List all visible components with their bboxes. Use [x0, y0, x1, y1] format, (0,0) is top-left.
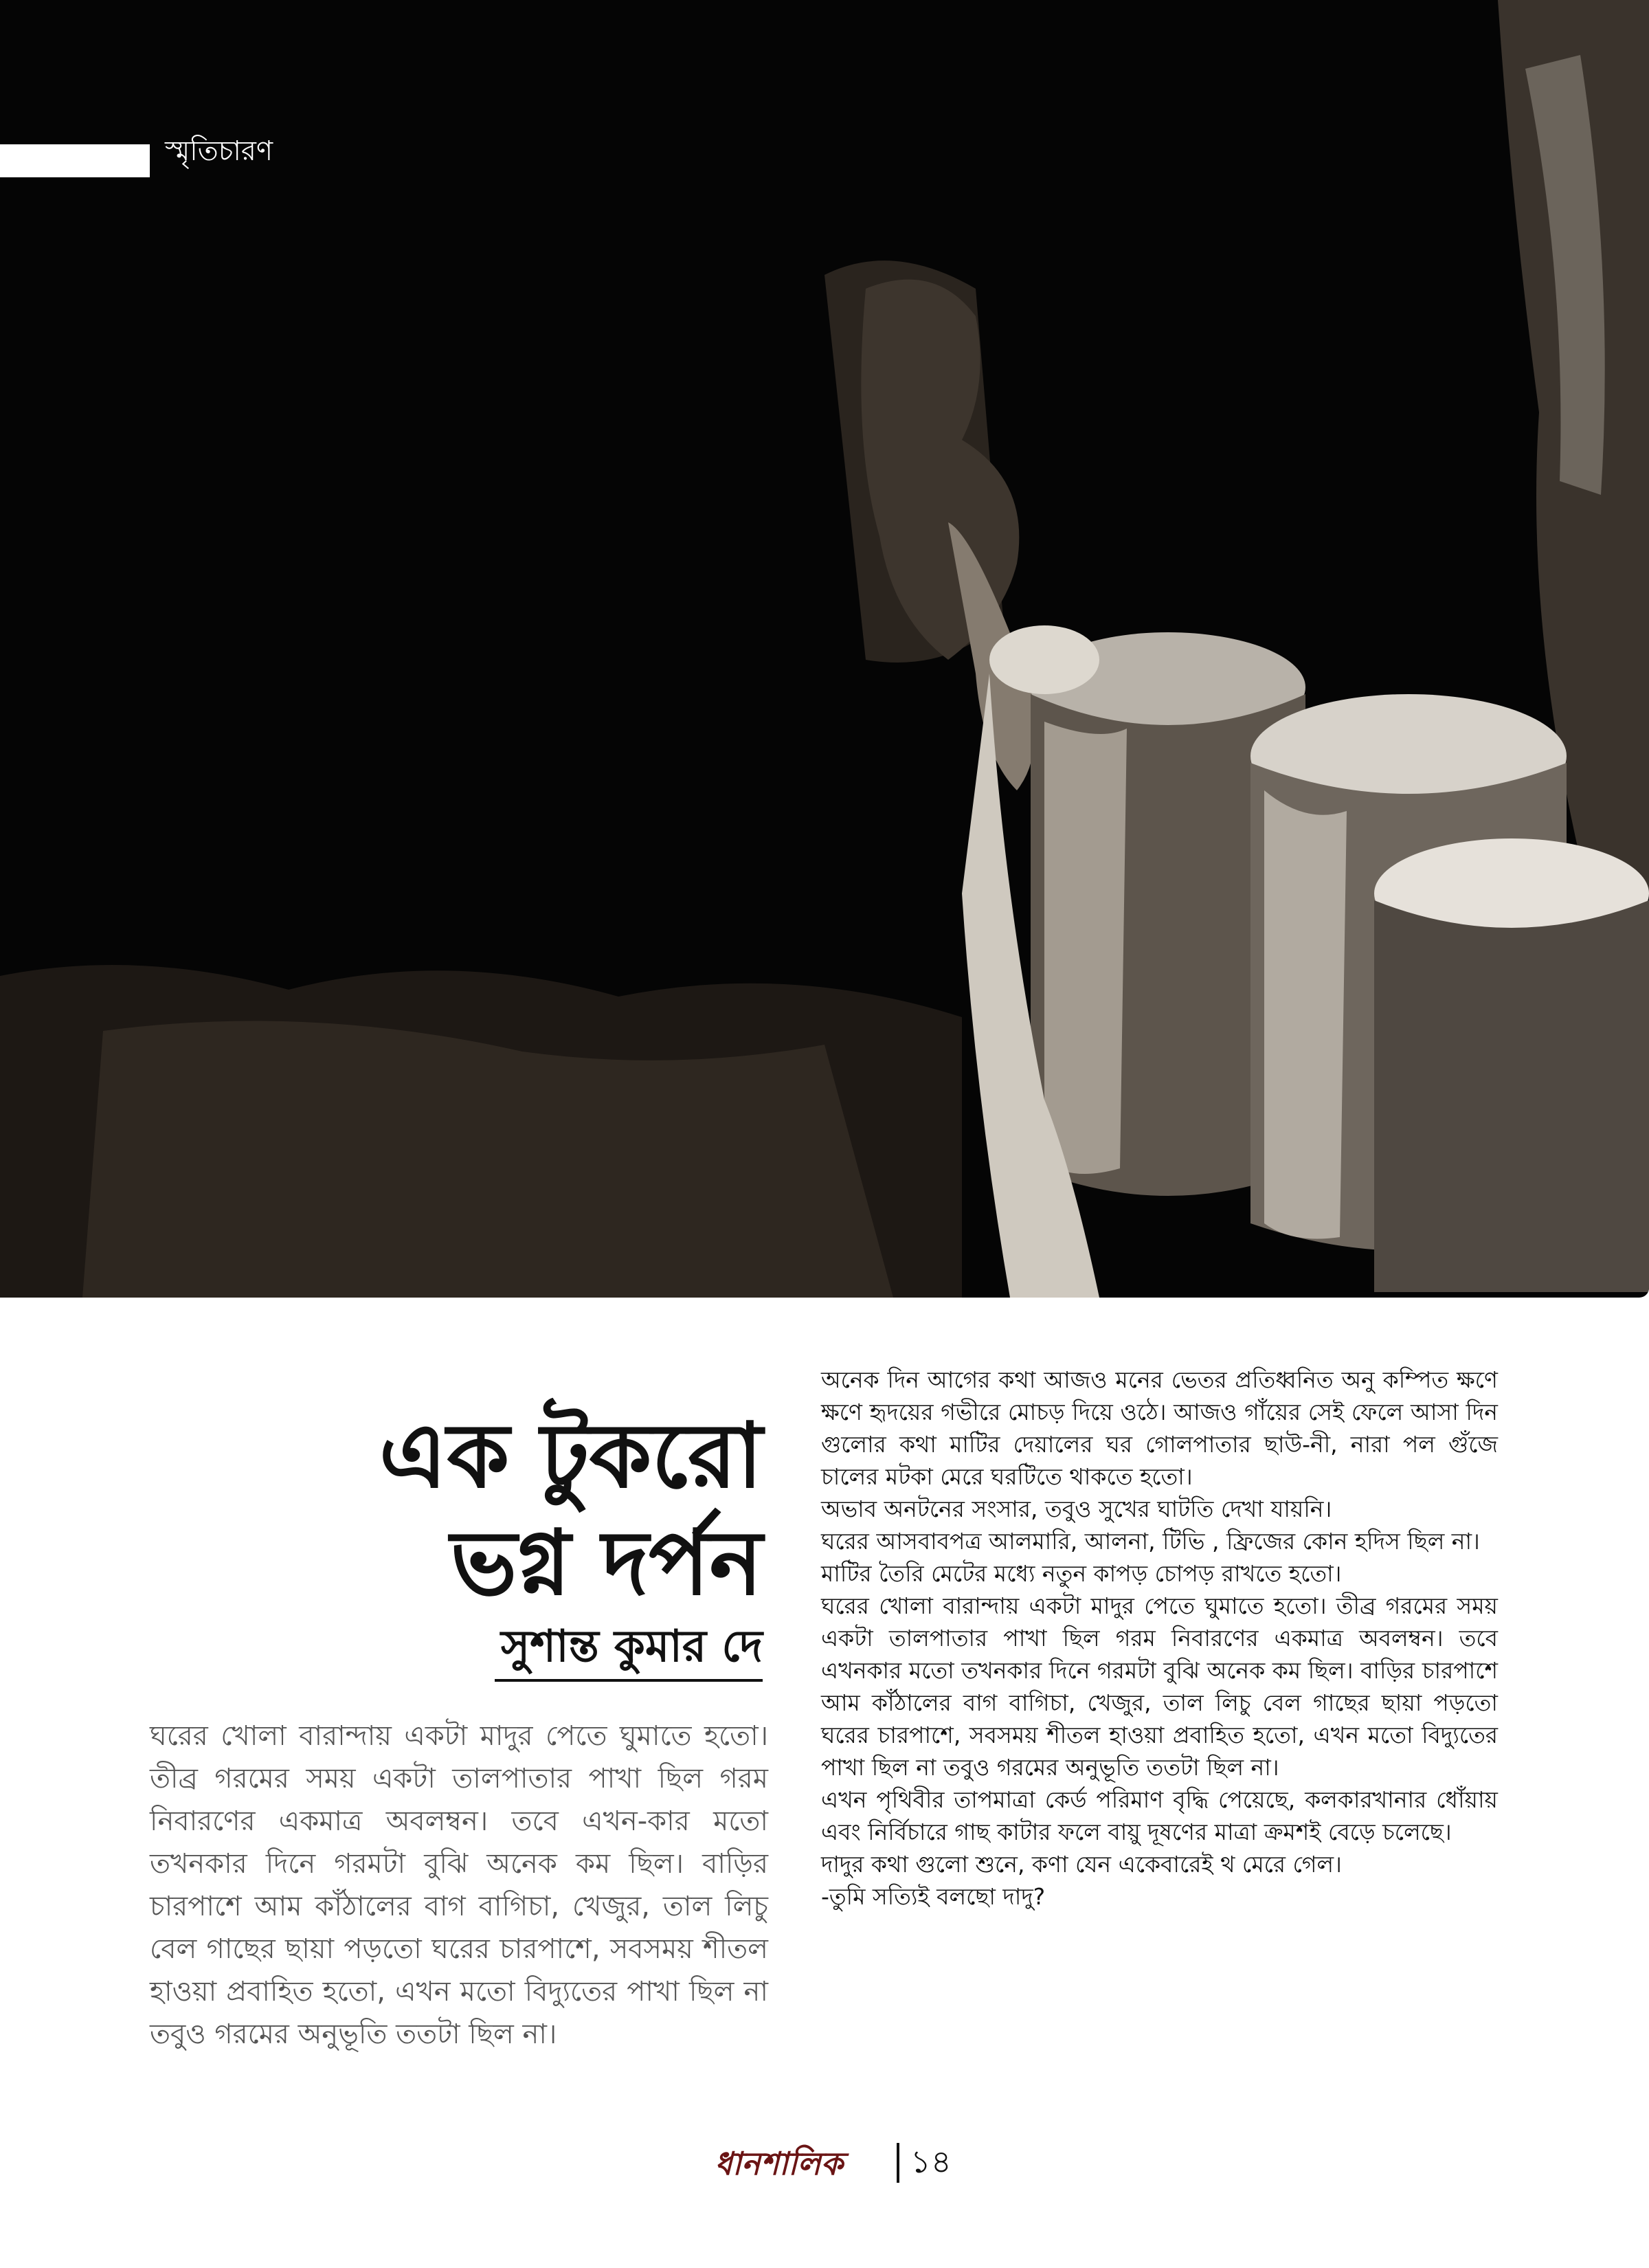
- article-title: [379, 1402, 763, 1616]
- title-line-2: ভগ্ন দর্পন: [450, 1511, 763, 1615]
- body-paragraph: -তুমি সত্যিই বলছো দাদু?: [821, 1883, 1046, 1910]
- body-paragraph: অভাব অনটনের সংসার, তবুও সুখের ঘাটতি দেখা যায়নি।: [821, 1496, 1332, 1522]
- intro-paragraph: ঘরের খোলা বারান্দায় একটা মাদুর পেতে ঘুমাতে হতো। তীব্র গরমের সময় একটা তালপাতার পাখা ছিল গরম নিবারণের একমাত্র অবলম্বন। তবে এখন-কার মতো তখনকার দিনে গরমটা বুঝি অনেক কম ছিল। বাড়ির চারপাশে আম কাঁঠালের বাগ বাগিচা, খেজুর, তাল লিচু বেল গাছের ছায়া পড়তো ঘরের চারপাশে, সবসময় শীতল হাওয়া প্রবাহিত হতো, এখন মতো বিদ্যুতের পাখা ছিল না তবুও গরমের অনুভূতি ততটা ছিল না।: [150, 1720, 768, 2050]
- body-paragraph: মাটির তৈরি মেটের মধ্যে নতুন কাপড় চোপড় রাখতে হতো।: [821, 1560, 1342, 1587]
- body-paragraph: দাদুর কথা গুলো শুনে, কণা যেন একেবারেই থ মেরে গেল।: [821, 1851, 1342, 1878]
- body-paragraph: ঘরের আসবাবপত্র আলমারি, আলনা, টিভি , ফ্রিজের কোন হদিস ছিল না।: [821, 1528, 1480, 1555]
- body-paragraph: এখন পৃথিবীর তাপমাত্রা কের্ড পরিমাণ বৃদ্ধি পেয়েছে, কলকারখানার ধোঁয়ায় এবং নির্বিচারে গাছ কাটার ফলে বায়ু দূষণের মাত্রা ক্রমশই বেড়ে চলেছে।: [821, 1786, 1498, 1845]
- pot-stack-3: [1374, 838, 1649, 1292]
- body-paragraph: অনেক দিন আগের কথা আজও মনের ভেতর প্রতিধ্বনিত অনু কম্পিত ক্ষণে ক্ষণে হৃদয়ের গভীরে মোচড় দিয়ে ওঠে। আজও গাঁয়ের সেই ফেলে আসা দিন গুলোর কথা মাটির দেয়ালের ঘর গোলপাতার ছাউ-নী, নারা পল গুঁজে চালের মটকা মেরে ঘরটিতে থাকতে হতো।: [821, 1366, 1498, 1490]
- author-rule: [495, 1679, 763, 1682]
- title-line-1: এক টুকরো: [379, 1403, 763, 1508]
- footer-divider: [897, 2143, 899, 2183]
- author-name: সুশান্ত কুমার দে: [500, 1621, 763, 1672]
- section-bar: [0, 144, 150, 177]
- section-label: স্মৃতিচারণ: [165, 135, 273, 167]
- magazine-logo: ধানশালিক: [715, 2145, 843, 2182]
- article-body: [821, 1364, 1498, 1913]
- body-paragraph: ঘরের খোলা বারান্দায় একটা মাদুর পেতে ঘুমাতে হতো। তীব্র গরমের সময় একটা তালপাতার পাখা ছিল গরম নিবারণের একমাত্র অবলম্বন। তবে এখনকার মতো তখনকার দিনে গরমটা বুঝি অনেক কম ছিল। বাড়ির চারপাশে আম কাঁঠালের বাগ বাগিচা, খেজুর, তাল লিচু বেল গাছের ছায়া পড়তো ঘরের চারপাশে, সবসময় শীতল হাওয়া প্রবাহিত হতো, এখন মতো বিদ্যুতের পাখা ছিল না তবুও গরমের অনুভূতি ততটা ছিল না।: [821, 1592, 1498, 1781]
- page-number: ১৪: [910, 2143, 952, 2180]
